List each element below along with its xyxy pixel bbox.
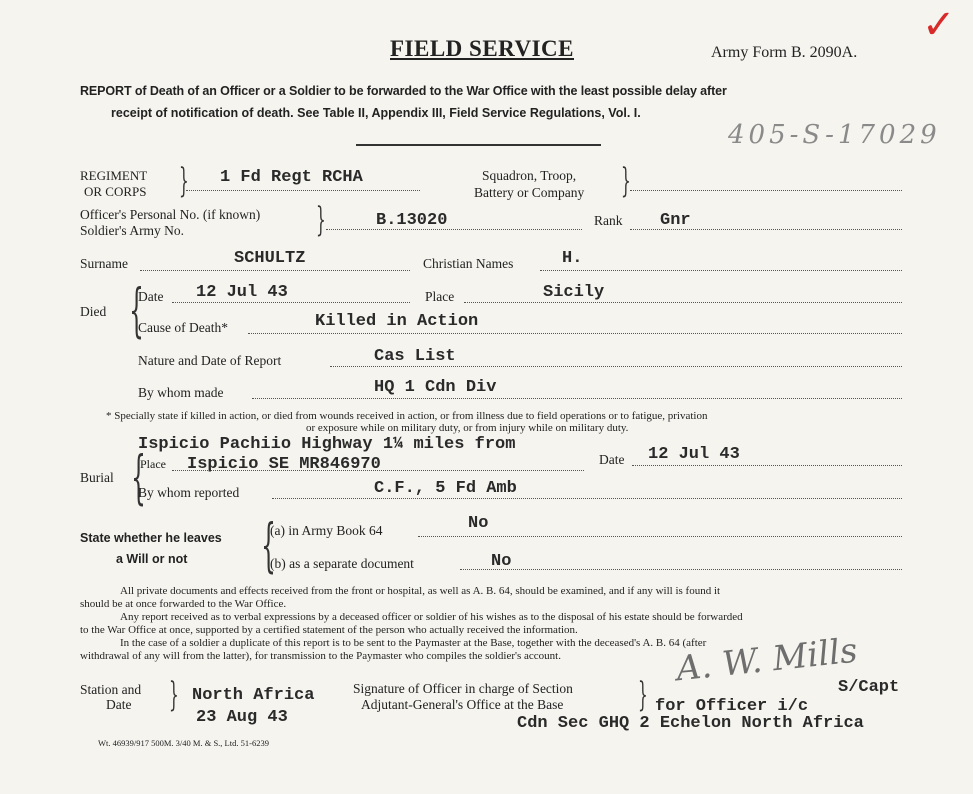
reported-label: By whom reported bbox=[138, 485, 240, 500]
army-no-value: B.13020 bbox=[376, 211, 448, 230]
place-value: Sicily bbox=[543, 283, 605, 302]
whom-value: HQ 1 Cdn Div bbox=[374, 378, 497, 397]
will-b-label: (b) as a separate document bbox=[270, 556, 414, 571]
will-label-2: a Will or not bbox=[116, 552, 188, 566]
regiment-brace: } bbox=[178, 161, 189, 201]
will-b-line bbox=[460, 569, 902, 570]
died-date-line bbox=[172, 302, 410, 303]
reported-value: C.F., 5 Fd Amb bbox=[374, 479, 517, 498]
printer-line: Wt. 46939/917 500M. 3/40 M. & S., Ltd. 51-6239 bbox=[98, 738, 269, 748]
note-3-line-1: In the case of a soldier a duplicate of this report is to be sent to the Paymaster at the Base, together with the deceased's A. B. 64 (after bbox=[120, 637, 707, 649]
died-brace: { bbox=[129, 276, 144, 344]
reported-line bbox=[272, 498, 902, 499]
squadron-line bbox=[630, 190, 902, 191]
signature-label-1: Signature of Officer in charge of Section bbox=[353, 681, 573, 696]
instruction-line-2: receipt of notification of death. See Table II, Appendix III, Field Service Regulations, Vol. I. bbox=[111, 106, 641, 120]
signature-label-2: Adjutant-General's Office at the Base bbox=[361, 697, 564, 712]
surname-line bbox=[140, 270, 410, 271]
will-a-line bbox=[418, 536, 902, 537]
whom-line bbox=[252, 398, 902, 399]
station-value: North Africa bbox=[192, 686, 315, 705]
cause-line bbox=[248, 333, 902, 334]
nature-value: Cas List bbox=[374, 347, 456, 366]
whom-label: By whom made bbox=[138, 385, 224, 400]
form-title: FIELD SERVICE bbox=[390, 36, 574, 61]
regiment-line bbox=[186, 190, 420, 191]
will-b-value: No bbox=[491, 552, 512, 571]
surname-value: SCHULTZ bbox=[234, 249, 306, 268]
form-number: Army Form B. 2090A. bbox=[711, 44, 858, 61]
surname-label: Surname bbox=[80, 256, 128, 271]
nature-label: Nature and Date of Report bbox=[138, 353, 282, 368]
cause-label: Cause of Death* bbox=[138, 320, 228, 335]
christian-names-label: Christian Names bbox=[423, 256, 514, 271]
burial-place-line-2: Ispicio SE MR846970 bbox=[187, 455, 381, 474]
regiment-label-1: REGIMENT bbox=[80, 168, 148, 183]
note-1-line-2: should be at once forwarded to the War Office. bbox=[80, 598, 287, 610]
note-2-line-2: to the War Office at once, supported by a certified statement of the person who actually received the information. bbox=[80, 624, 578, 636]
army-no-line bbox=[326, 229, 582, 230]
signature-scrawl: A. W. Mills bbox=[674, 630, 860, 690]
burial-label: Burial bbox=[80, 470, 114, 485]
soldier-no-label: Soldier's Army No. bbox=[80, 223, 185, 238]
christian-names-line bbox=[540, 270, 902, 271]
instruction-line-1: REPORT of Death of an Officer or a Soldier to be forwarded to the War Office with the least possible delay after bbox=[80, 84, 727, 98]
rank-value: Gnr bbox=[660, 211, 691, 230]
section-text: Cdn Sec GHQ 2 Echelon North Africa bbox=[517, 714, 864, 733]
squadron-brace: } bbox=[620, 161, 631, 201]
squadron-label-2: Battery or Company bbox=[474, 185, 585, 200]
died-date-label: Date bbox=[138, 289, 164, 304]
footnote-line-1: * Specially state if killed in action, or died from wounds received in action, or from illness due to field operations or to fatigue, privation bbox=[106, 410, 708, 422]
signature-brace: } bbox=[637, 675, 648, 715]
header-rule bbox=[356, 144, 601, 146]
died-date-value: 12 Jul 43 bbox=[196, 283, 288, 302]
officer-no-label: Officer's Personal No. (if known) bbox=[80, 207, 261, 222]
will-a-value: No bbox=[468, 514, 489, 533]
signature-rank: S/Capt bbox=[838, 678, 900, 697]
regiment-label-2: OR CORPS bbox=[84, 184, 147, 199]
place-label: Place bbox=[425, 289, 455, 304]
burial-date-label: Date bbox=[599, 452, 625, 467]
burial-brace: { bbox=[131, 443, 146, 511]
place-line bbox=[464, 302, 902, 303]
burial-date-value: 12 Jul 43 bbox=[648, 445, 740, 464]
note-1-line-1: All private documents and effects received from the front or hospital, as well as A. B. 64, should be examined, and if any will is found it bbox=[120, 585, 721, 597]
army-no-brace: } bbox=[315, 200, 326, 240]
cause-value: Killed in Action bbox=[315, 312, 479, 331]
burial-date-line bbox=[632, 465, 902, 466]
note-3-line-2: withdrawal of any will from the latter), for transmission to the Paymaster who compiles the soldier's account. bbox=[80, 650, 561, 662]
nature-line bbox=[330, 366, 902, 367]
file-number: 405-S-17029 bbox=[728, 120, 941, 150]
burial-place-label: Place bbox=[140, 457, 166, 471]
station-brace: } bbox=[168, 675, 179, 715]
for-officer-text: for Officer i/c bbox=[655, 697, 809, 716]
footnote-line-2: or exposure while on military duty, or from injury while on military duty. bbox=[306, 422, 629, 434]
check-mark-icon: ✓ bbox=[922, 2, 956, 48]
christian-names-value: H. bbox=[562, 249, 583, 268]
died-label: Died bbox=[80, 304, 107, 319]
station-label-1: Station and bbox=[80, 682, 142, 697]
will-a-label: (a) in Army Book 64 bbox=[270, 523, 383, 538]
regiment-value: 1 Fd Regt RCHA bbox=[220, 168, 363, 187]
rank-label: Rank bbox=[594, 213, 623, 228]
station-label-2: Date bbox=[106, 697, 132, 712]
will-brace: { bbox=[261, 511, 276, 579]
note-2-line-1: Any report received as to verbal expressions by a deceased officer or soldier of his wishes as to the disposal of his estate should be forwarded bbox=[120, 611, 743, 623]
squadron-label-1: Squadron, Troop, bbox=[482, 168, 577, 183]
will-label-1: State whether he leaves bbox=[80, 531, 222, 545]
burial-place-line-1: Ispicio Pachiio Highway 1¼ miles from bbox=[138, 435, 516, 454]
station-date-value: 23 Aug 43 bbox=[196, 708, 288, 727]
